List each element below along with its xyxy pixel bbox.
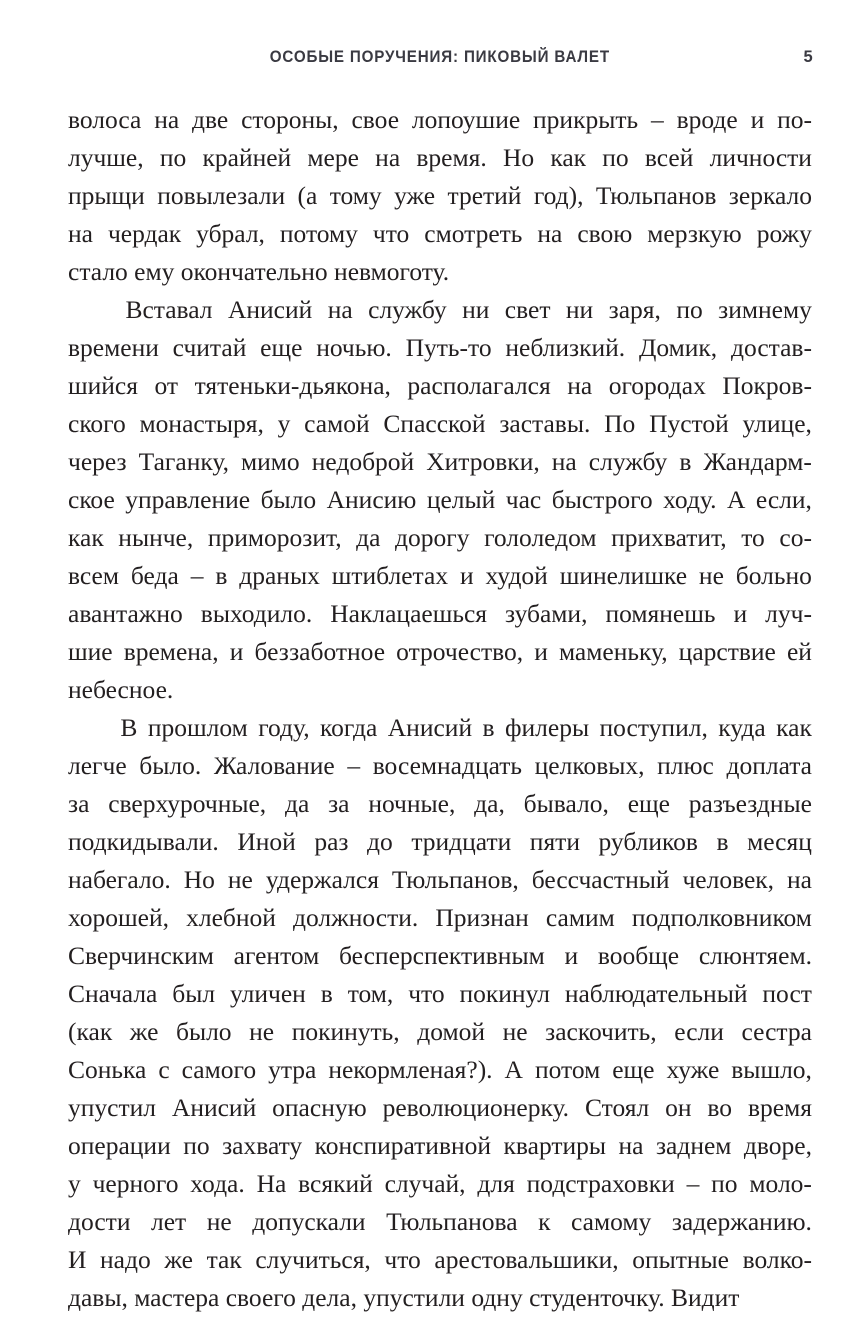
text-line: всем беда – в драных штиблетах и худой шинелишке не больно [68, 561, 812, 590]
text-line: Вставал Анисий на службу ни свет ни заря, по зимнему [125, 295, 812, 324]
text-line: легче было. Жалование – восемнадцать целковых, плюс доплата [68, 751, 812, 780]
paragraph [68, 291, 812, 709]
text-line: лучше, по крайней мере на время. Но как по всей личности [68, 143, 812, 172]
text-line: времени считай еще ночью. Путь-то неблизкий. Домик, достав- [68, 333, 812, 362]
text-line: Сначала был уличен в том, что покинул наблюдательный пост [68, 979, 812, 1008]
text-line: авантажно выходило. Наклацаешься зубами, помянешь и луч- [68, 599, 812, 628]
text-line: подкидывали. Иной раз до тридцати пяти рубликов в месяц [68, 827, 812, 856]
text-line: хорошей, хлебной должности. Признан самим подполковником [68, 903, 812, 932]
body-text-block [68, 101, 812, 1317]
text-line: набегало. Но не удержался Тюльпанов, бессчастный человек, на [68, 865, 812, 894]
text-line: за сверхурочные, да за ночные, да, бывало, еще разъездные [68, 789, 812, 818]
text-line: Сонька с самого утра некормленая?). А потом еще хуже вышло, [68, 1055, 812, 1084]
text-line: волоса на две стороны, свое лопоушие прикрыть – вроде и по- [68, 105, 812, 134]
text-line: небесное. [68, 675, 174, 704]
paragraph [68, 709, 812, 1317]
text-line: операции по захвату конспиративной квартиры на заднем дворе, [68, 1131, 812, 1160]
text-line: ское управление было Анисию целый час быстрого ходу. А если, [68, 485, 812, 514]
text-line: В прошлом году, когда Анисий в филеры поступил, куда как [120, 713, 812, 742]
text-line: ского монастыря, у самой Спасской заставы. По Пустой улице, [68, 409, 812, 438]
running-head [68, 48, 812, 74]
text-line: через Таганку, мимо недоброй Хитровки, на службу в Жандарм- [68, 447, 812, 476]
text-line: шийся от тятеньки-дьякона, располагался на огородах Покров- [68, 371, 812, 400]
running-head-title: ОСОБЫЕ ПОРУЧЕНИЯ: ПИКОВЫЙ ВАЛЕТ [269, 48, 611, 66]
text-line: упустил Анисий опасную революционерку. Стоял он во время [68, 1093, 812, 1122]
text-line: дости лет не допускали Тюльпанова к самому задержанию. [68, 1207, 812, 1236]
text-line: (как же было не покинуть, домой не заскочить, если сестра [68, 1017, 812, 1046]
text-line: давы, мастера своего дела, упустили одну студенточку. Видит [68, 1283, 740, 1312]
text-line: прыщи повылезали (а тому уже третий год), Тюльпанов зеркало [68, 181, 812, 210]
text-line: стало ему окончательно невмоготу. [68, 257, 450, 286]
paragraph [68, 101, 812, 291]
text-line: Сверчинским агентом бесперспективным и вообще слюнтяем. [68, 941, 812, 970]
text-line: на чердак убрал, потому что смотреть на свою мерзкую рожу [68, 219, 812, 248]
text-line: у черного хода. На всякий случай, для подстраховки – по моло- [68, 1169, 812, 1198]
page-number: 5 [803, 48, 813, 66]
text-line: И надо же так случиться, что арестовальшики, опытные волко- [68, 1245, 812, 1274]
text-line: как нынче, приморозит, да дорогу гололедом прихватит, то со- [68, 523, 812, 552]
text-line: шие времена, и беззаботное отрочество, и маменьку, царствие ей [68, 637, 812, 666]
